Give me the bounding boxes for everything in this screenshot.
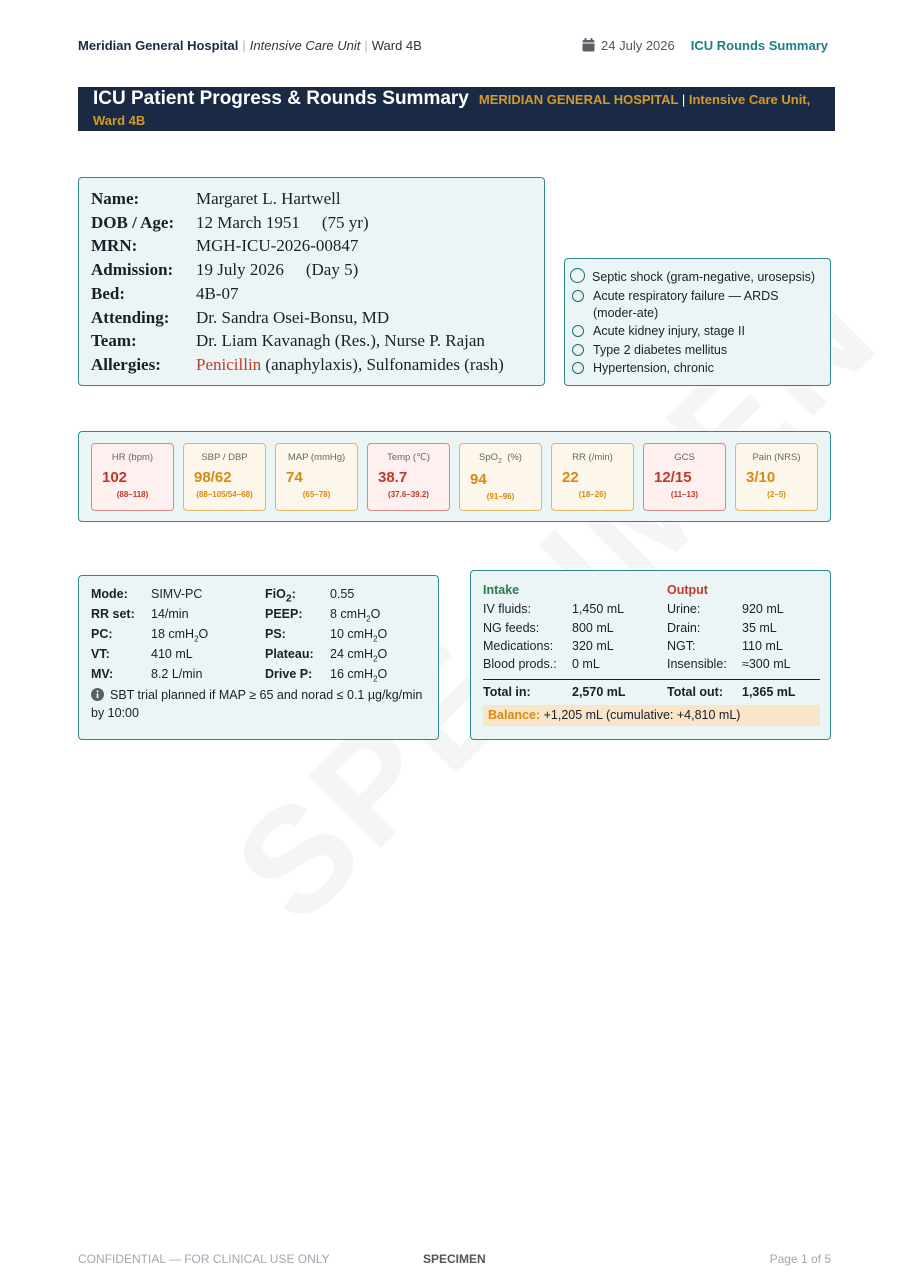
vent-value: 0.55 [330, 587, 355, 601]
vent-label: PC: [91, 627, 113, 641]
title-subtitle [479, 92, 810, 107]
checkbox-circle-icon [572, 290, 584, 302]
vent-label: PS: [265, 627, 286, 641]
vital-range: (88–118) [116, 490, 149, 499]
footer-confidential: CONFIDENTIAL — FOR CLINICAL USE ONLY [78, 1252, 330, 1266]
output-heading: Output [667, 583, 708, 597]
vitals-panel [78, 431, 831, 522]
header-separator: | [364, 38, 368, 53]
balance-value: +1,205 mL (cumulative: +4,810 mL) [543, 708, 741, 722]
vital-value: 98/62 [194, 469, 232, 486]
patient-allergies-row [91, 353, 532, 377]
problem-item [571, 323, 822, 340]
problem-text: Hypertension, chronic [593, 361, 714, 375]
vital-value: 94 [470, 470, 487, 488]
balance-label: Balance: [488, 708, 541, 722]
problem-text: Acute kidney injury, stage II [593, 324, 745, 338]
checkbox-circle-icon [572, 344, 584, 356]
subtitle-ward: Ward 4B [93, 113, 146, 128]
footer-specimen: SPECIMEN [423, 1252, 486, 1266]
vital-value: 38.7 [378, 469, 408, 486]
vital-label: Temp (℃) [387, 452, 430, 463]
header-hospital: Meridian General Hospital [78, 38, 239, 53]
vital-range: (91–96) [486, 491, 515, 501]
output-label: Urine: [667, 602, 701, 616]
intake-value: 320 mL [572, 639, 614, 653]
problem-list [564, 258, 831, 386]
field-label: Admission: [91, 260, 174, 280]
vent-label: Drive P: [265, 667, 313, 681]
output-value: ≈300 mL [742, 657, 791, 671]
output-label: Insensible: [667, 657, 727, 671]
vent-label: MV: [91, 667, 114, 681]
intake-value: 800 mL [572, 621, 614, 635]
field-label: Bed: [91, 283, 125, 303]
subtitle-separator: | [681, 92, 686, 107]
vital-range: (65–78) [302, 490, 331, 499]
vent-label: RR set: [91, 607, 135, 621]
output-value: 920 mL [742, 602, 784, 616]
header-document-title: ICU Rounds Summary [690, 38, 828, 53]
vent-value: 8 cmH$_2$O [330, 607, 381, 624]
problem-item [571, 342, 822, 359]
admission-date: 19 July 2026 [196, 260, 284, 280]
patient-age: (75 yr) [321, 212, 369, 232]
checkbox-circle-icon [570, 268, 585, 283]
vent-value: 410 mL [151, 647, 193, 661]
vital-card-pain [735, 443, 818, 511]
problem-item [571, 288, 822, 322]
total-out-value: 1,365 mL [742, 685, 796, 699]
checkbox-circle-icon [572, 362, 584, 374]
total-out-label: Total out: [667, 685, 723, 699]
vent-value: 18 cmH$_2$O [151, 627, 209, 644]
vent-value: 10 cmH$_2$O [330, 627, 388, 644]
vital-card-rr [551, 443, 634, 511]
vent-value: 14/min [151, 607, 189, 621]
admission-day: (Day 5) [305, 260, 359, 280]
output-label: NGT: [667, 639, 696, 653]
vent-label: Mode: [91, 587, 128, 601]
patient-attending: Dr. Sandra Osei-Bonsu, MD [196, 307, 390, 327]
calendar-icon [582, 38, 595, 52]
intake-value: 0 mL [572, 657, 600, 671]
output-value: 110 mL [742, 639, 783, 653]
total-in-value: 2,570 mL [572, 685, 626, 699]
patient-team-row [91, 329, 532, 353]
patient-team: Dr. Liam Kavanagh (Res.), Nurse P. Rajan [196, 331, 485, 351]
vital-card-hr [91, 443, 174, 511]
title-banner [78, 87, 835, 131]
vital-label: GCS [674, 452, 695, 463]
vital-value: 102 [102, 469, 128, 486]
allergy-alert: Penicillin [196, 354, 262, 374]
intake-label: NG feeds: [483, 621, 540, 635]
vent-label: FiO$_2$: [265, 587, 296, 605]
subtitle-hospital: MERIDIAN GENERAL HOSPITAL [478, 92, 679, 107]
vital-card-map [275, 443, 358, 511]
problem-text: Septic shock (gram-negative, urosepsis) [592, 270, 816, 284]
output-label: Drain: [667, 621, 701, 635]
vent-value: 24 cmH$_2$O [330, 647, 388, 664]
fluid-balance-panel [470, 570, 831, 740]
vital-range: (18–26) [578, 490, 607, 499]
vent-note [91, 686, 431, 722]
patient-bed-row [91, 282, 532, 306]
vital-range: (88–105/54–68) [196, 490, 253, 499]
vital-range: (2–5) [767, 490, 786, 499]
patient-dob: 12 March 1951 [196, 212, 300, 232]
vital-card-spo2 [459, 443, 542, 511]
header-ward: Ward 4B [371, 38, 422, 53]
vital-range: (11–13) [670, 490, 699, 499]
info-icon [91, 688, 104, 701]
patient-mrn: MGH-ICU-2026-00847 [196, 236, 359, 256]
vent-value: 8.2 L/min [151, 667, 203, 681]
intake-label: Medications: [483, 639, 554, 653]
problem-text: Acute respiratory failure — ARDS (moder-ate) [593, 288, 779, 320]
total-in-label: Total in: [483, 685, 531, 699]
intake-value: 1,450 mL [572, 602, 625, 616]
problem-item [571, 360, 822, 377]
field-label: Attending: [91, 307, 170, 327]
checkbox-circle-icon [572, 325, 584, 337]
vital-label: RR (/min) [572, 452, 613, 463]
field-label: Team: [91, 331, 137, 351]
header-unit: Intensive Care Unit [249, 38, 361, 53]
vital-card-gcs [643, 443, 726, 511]
vital-value: 22 [562, 469, 579, 486]
field-label: Allergies: [91, 354, 161, 374]
vital-label: MAP (mmHg) [287, 452, 346, 463]
intake-label: Blood prods.: [483, 657, 557, 671]
page-title: ICU Patient Progress & Rounds Summary [93, 88, 469, 109]
header-date: 24 July 2026 [601, 38, 675, 53]
patient-info-box [78, 177, 545, 386]
output-value: 35 mL [742, 621, 777, 635]
vent-note-text: SBT trial planned if MAP ≥ 65 and norad ≤ 0.1 µg/kg/min by 10:00 [91, 688, 423, 720]
vital-label: SBP / DBP [201, 452, 248, 463]
vent-value: SIMV-PC [151, 587, 203, 601]
patient-dob-row [91, 211, 532, 235]
intake-heading: Intake [483, 583, 520, 597]
page-number: Page 1 of 5 [769, 1252, 831, 1266]
field-label: Name: [91, 189, 140, 208]
vital-card-temp [367, 443, 450, 511]
page-footer [78, 1251, 831, 1267]
vital-value: 3/10 [746, 469, 776, 486]
patient-name: Margaret L. Hartwell [196, 189, 341, 208]
problem-text: Type 2 diabetes mellitus [593, 342, 728, 357]
patient-name-row [91, 187, 532, 211]
vital-label: HR (bpm) [111, 452, 154, 463]
intake-label: IV fluids: [483, 602, 531, 616]
patient-attending-row [91, 306, 532, 330]
vent-label: Plateau: [265, 647, 314, 661]
divider [483, 679, 820, 680]
balance-row [483, 705, 820, 726]
vital-label: SpO$_2$ (%) [479, 452, 522, 465]
allergy-details: (anaphylaxis), Sulfonamides (rash) [261, 354, 504, 374]
patient-admission-row [91, 258, 532, 282]
subtitle-unit: Intensive Care Unit, [688, 92, 811, 107]
running-header [78, 37, 828, 55]
vital-label: Pain (NRS) [752, 452, 801, 463]
patient-mrn-row [91, 234, 532, 258]
vent-label: PEEP: [265, 607, 303, 621]
vital-value: 12/15 [654, 469, 692, 486]
ventilator-panel [78, 575, 439, 740]
problem-item [571, 269, 822, 286]
patient-bed: 4B-07 [196, 283, 239, 303]
vent-value: 16 cmH$_2$O [330, 667, 388, 684]
vital-card-bp [183, 443, 266, 511]
vital-range: (37.6–39.2) [388, 490, 429, 499]
header-separator: | [242, 38, 246, 53]
field-label: DOB / Age: [91, 212, 175, 232]
vital-value: 74 [286, 469, 303, 486]
field-label: MRN: [91, 236, 138, 256]
vent-label: VT: [91, 647, 110, 661]
